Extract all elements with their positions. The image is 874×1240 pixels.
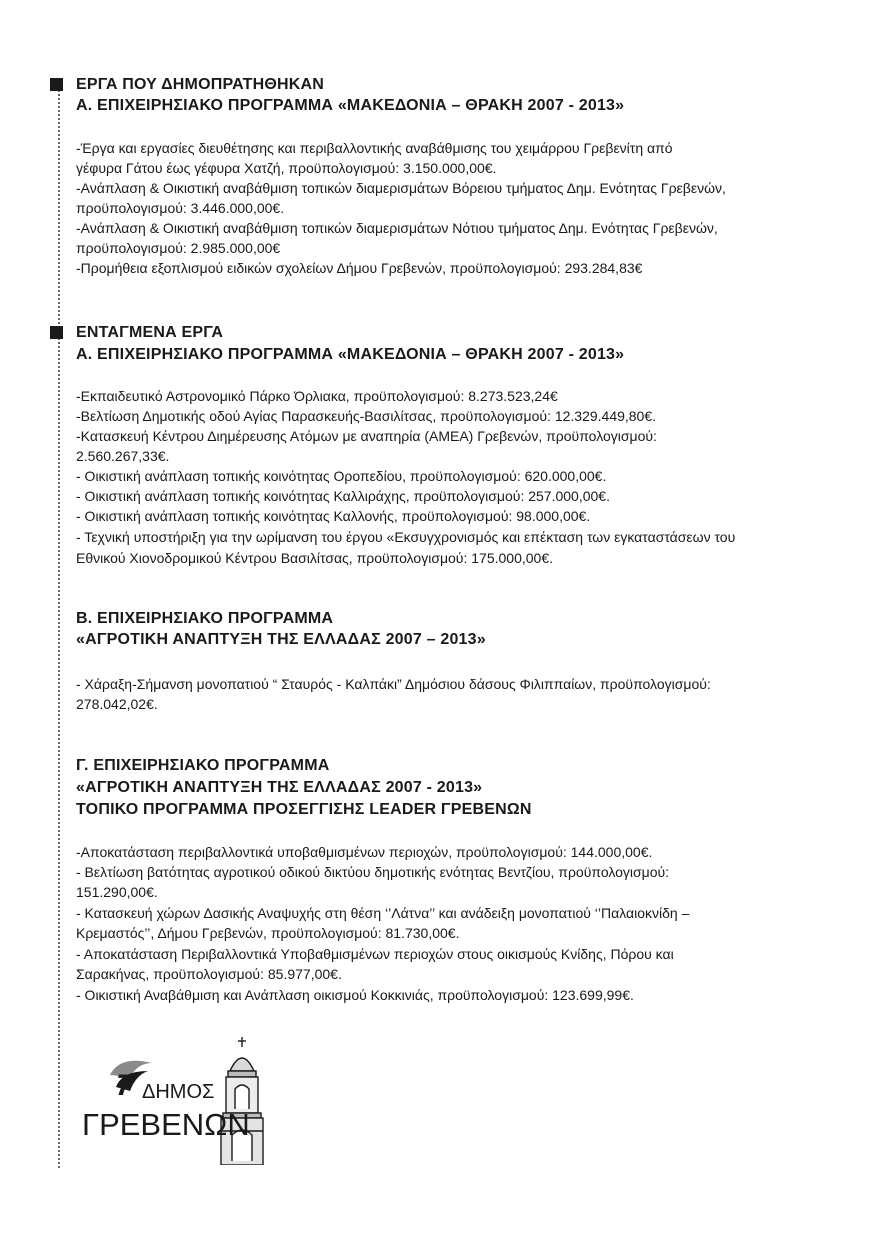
- section2-line: -Βελτίωση Δημοτικής οδού Αγίας Παρασκευής-Βασιλίτσας, προϋπολογισμού: 12.329.449,80€.: [76, 408, 657, 424]
- section4-subtitle: «ΑΓΡΟΤΙΚΗ ΑΝΑΠΤΥΞΗ ΤΗΣ ΕΛΛΑΔΑΣ 2007 - 2013»: [76, 779, 483, 796]
- section1-line: -Ανάπλαση & Οικιστική αναβάθμιση τοπικών διαμερισμάτων Νότιου τμήματος Δημ. Ενότητας Γρεβενών,: [76, 220, 718, 236]
- section2-line: 2.560.267,33€.: [76, 448, 170, 464]
- logo-text-grevenon: ΓΡΕΒΕΝΩΝ: [82, 1107, 250, 1142]
- section2-line: Εθνικού Χιονοδρομικού Κέντρου Βασιλίτσας, προϋπολογισμού: 175.000,00€.: [76, 550, 553, 566]
- dimos-grevenon-logo: [80, 1035, 270, 1165]
- section2-line: - Οικιστική ανάπλαση τοπικής κοινότητας Καλλονής, προϋπολογισμού: 98.000,00€.: [76, 508, 591, 524]
- section4-line: - Οικιστική Αναβάθμιση και Ανάπλαση οικισμού Κοκκινιάς, προϋπολογισμού: 123.699,99€.: [76, 987, 634, 1003]
- section4-line: 151.290,00€.: [76, 884, 158, 900]
- section1-line: προϋπολογισμού: 3.446.000,00€.: [76, 200, 285, 216]
- section2-line: - Οικιστική ανάπλαση τοπικής κοινότητας Οροπεδίου, προϋπολογισμού: 620.000,00€.: [76, 468, 607, 484]
- section3-line: - Χάραξη-Σήμανση μονοπατιού “ Σταυρός - Καλπάκι” Δημόσιου δάσους Φιλιππαίων, προϋπολογισμού:: [76, 676, 711, 692]
- section4-line: -Αποκατάσταση περιβαλλοντικά υποβαθμισμένων περιοχών, προϋπολογισμού: 144.000,00€.: [76, 844, 653, 860]
- section2-subtitle: Α. ΕΠΙΧΕΙΡΗΣΙΑΚΟ ΠΡΟΓΡΑΜΜΑ «ΜΑΚΕΔΟΝΙΑ – ΘΡΑΚΗ 2007 - 2013»: [76, 346, 625, 363]
- section3-line: 278.042,02€.: [76, 696, 158, 712]
- section3-title: Β. ΕΠΙΧΕΙΡΗΣΙΑΚΟ ΠΡΟΓΡΑΜΜΑ: [76, 610, 334, 627]
- section4-line: - Αποκατάσταση Περιβαλλοντικά Υποβαθμισμένων περιοχών στους οικισμούς Κνίδης, Πόρου και: [76, 946, 674, 962]
- section1-subtitle: Α. ΕΠΙΧΕΙΡΗΣΙΑΚΟ ΠΡΟΓΡΑΜΜΑ «ΜΑΚΕΔΟΝΙΑ – ΘΡΑΚΗ 2007 - 2013»: [76, 97, 625, 114]
- section-bullet-square: [50, 326, 63, 339]
- section4-title: Γ. ΕΠΙΧΕΙΡΗΣΙΑΚΟ ΠΡΟΓΡΑΜΜΑ: [76, 757, 330, 774]
- section3-subtitle: «ΑΓΡΟΤΙΚΗ ΑΝΑΠΤΥΞΗ ΤΗΣ ΕΛΛΑΔΑΣ 2007 – 2013»: [76, 631, 486, 648]
- section2-title: ΕΝΤΑΓΜΕΝΑ ΕΡΓΑ: [76, 324, 224, 341]
- section2-line: -Εκπαιδευτικό Αστρονομικό Πάρκο Όρλιακα, προϋπολογισμού: 8.273.523,24€: [76, 388, 558, 404]
- section4-subtitle-leader: ΤΟΠΙΚΟ ΠΡΟΓΡΑΜΜΑ ΠΡΟΣΕΓΓΙΣΗΣ LEADER ΓΡΕΒΕΝΩΝ: [76, 801, 532, 818]
- section2-line: - Τεχνική υποστήριξη για την ωρίμανση του έργου «Εκσυγχρονισμός και επέκταση των εγκαταστάσεων του: [76, 529, 736, 545]
- bell-tower-icon: [221, 1037, 263, 1165]
- section4-line: Σαρακήνας, προϋπολογισμού: 85.977,00€.: [76, 966, 342, 982]
- section4-line: - Βελτίωση βατότητας αγροτικού οδικού δικτύου δημοτικής ενότητας Βεντζίου, προϋπολογισμού:: [76, 864, 670, 880]
- section1-title: ΕΡΓΑ ΠΟΥ ΔΗΜΟΠΡΑΤΗΘΗΚΑΝ: [76, 76, 324, 93]
- section1-line: -Προμήθεια εξοπλισμού ειδικών σχολείων Δήμου Γρεβενών, προϋπολογισμού: 293.284,83€: [76, 260, 643, 276]
- dotted-margin-rule: [58, 78, 60, 1168]
- section1-line: γέφυρα Γάτου έως γέφυρα Χατζή, προϋπολογισμού: 3.150.000,00€.: [76, 160, 497, 176]
- section1-line: προϋπολογισμού: 2.985.000,00€: [76, 240, 281, 256]
- section-bullet-square: [50, 78, 63, 91]
- section1-line: -Έργα και εργασίες διευθέτησης και περιβαλλοντικής αναβάθμισης του χειμάρρου Γρεβενίτη από: [76, 140, 673, 156]
- section1-line: -Ανάπλαση & Οικιστική αναβάθμιση τοπικών διαμερισμάτων Βόρειου τμήματος Δημ. Ενότητας Γρεβενών,: [76, 180, 726, 196]
- logo-mark-glyph: 7: [116, 1069, 133, 1102]
- section4-line: Κρεμαστός’’, Δήμου Γρεβενών, προϋπολογισμού: 81.730,00€.: [76, 925, 460, 941]
- section4-line: - Κατασκευή χώρων Δασικής Αναψυχής στη θέση ‘’Λάτνα’’ και ανάδειξη μονοπατιού ‘’Παλαιοκνίδη –: [76, 905, 690, 921]
- section2-line: -Κατασκευή Κέντρου Διημέρευσης Ατόμων με αναπηρία (ΑΜΕΑ) Γρεβενών, προϋπολογισμού:: [76, 428, 657, 444]
- logo-text-dimos: ΔΗΜΟΣ: [142, 1081, 215, 1103]
- section2-line: - Οικιστική ανάπλαση τοπικής κοινότητας Καλλιράχης, προϋπολογισμού: 257.000,00€.: [76, 488, 610, 504]
